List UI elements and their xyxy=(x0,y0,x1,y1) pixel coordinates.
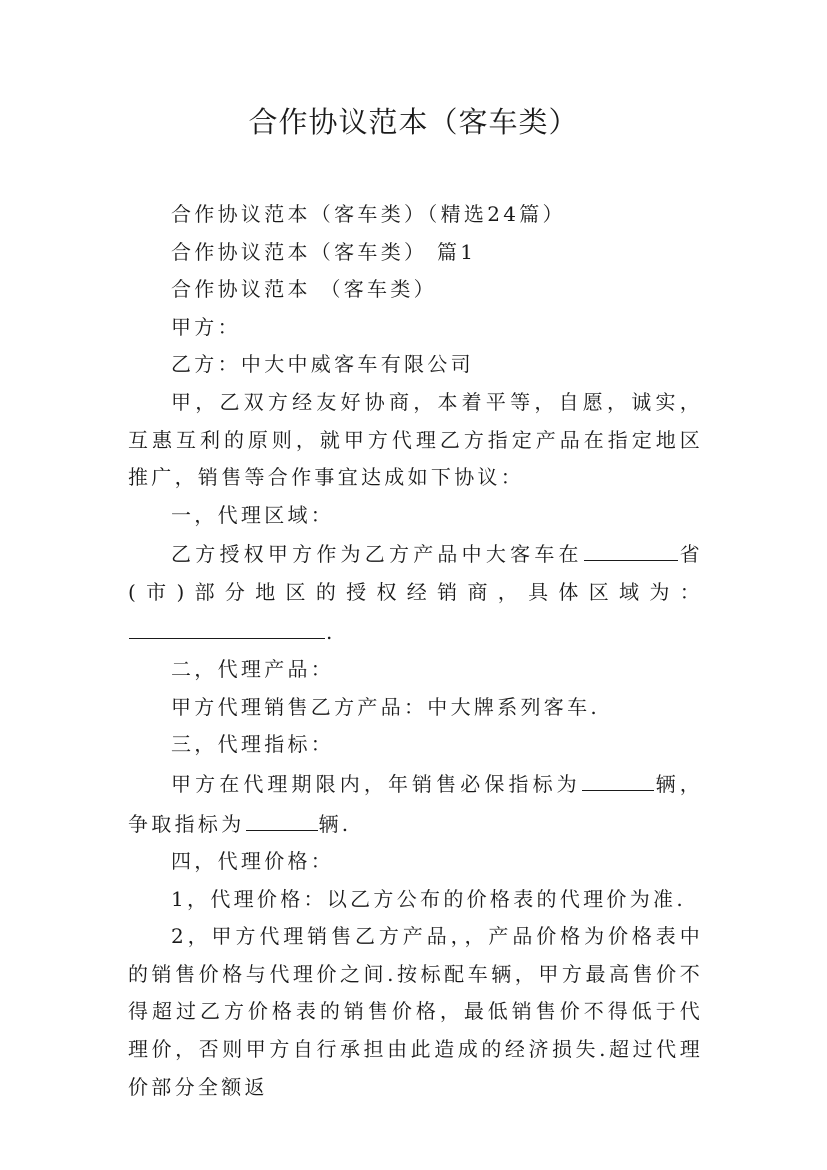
stretch-target-blank xyxy=(246,804,318,831)
paragraph-heading-region: 一，代理区域： xyxy=(171,502,335,527)
region-text-before: 乙方授权甲方作为乙方产品中大客车在 xyxy=(171,542,583,567)
paragraph-heading-product: 二，代理产品： xyxy=(171,657,335,682)
province-blank xyxy=(584,534,678,561)
target-text-before: 甲方在代理期限内，年销售必保指标为 xyxy=(171,771,581,796)
document-body xyxy=(128,196,703,1106)
document-title: 合作协议范本（客车类） xyxy=(248,105,579,139)
region-text-middle: 省(市)部分地区的授权经销商，具体区域为： xyxy=(128,542,703,604)
paragraph-region-detail xyxy=(128,534,703,651)
paragraph-price-item-2: 2，甲方代理销售乙方产品，，产品价格为价格表中的销售价格与代理价之间.按标配车辆，甲方最高售价不得超过乙方价格表的销售价格，最低销售价不得低于代理价，否则甲方自行承担由此造成的经济损失.超过代理价部分全额返 xyxy=(128,924,703,1099)
paragraph-target-detail xyxy=(128,764,703,843)
paragraph-price-item-1: 1，代理价格：以乙方公布的价格表的代理价为准. xyxy=(171,886,686,911)
paragraph-product-detail: 甲方代理销售乙方产品：中大牌系列客车. xyxy=(171,694,601,719)
paragraph-party-b: 乙方：中大中威客车有限公司 xyxy=(171,352,474,377)
paragraph-heading-target: 三，代理指标： xyxy=(171,732,335,757)
area-blank xyxy=(129,612,325,639)
paragraph-agreement-name: 合作协议范本 （客车类） xyxy=(171,277,437,302)
target-text-after: 辆. xyxy=(318,811,352,836)
paragraph-section-heading: 合作协议范本（客车类） 篇1 xyxy=(171,239,477,264)
paragraph-subtitle: 合作协议范本（客车类）（精选24篇） xyxy=(171,202,566,226)
paragraph-heading-price: 四，代理价格： xyxy=(171,849,335,874)
paragraph-preamble: 甲，乙双方经友好协商，本着平等，自愿，诚实，互惠互利的原则，就甲方代理乙方指定产品在指定地区推广，销售等合作事宜达成如下协议： xyxy=(128,389,703,490)
paragraph-party-a: 甲方： xyxy=(171,314,241,339)
target-text-middle: 辆，争取指标为 xyxy=(128,771,703,836)
guaranteed-target-blank xyxy=(582,764,654,791)
region-text-after: . xyxy=(326,619,336,644)
